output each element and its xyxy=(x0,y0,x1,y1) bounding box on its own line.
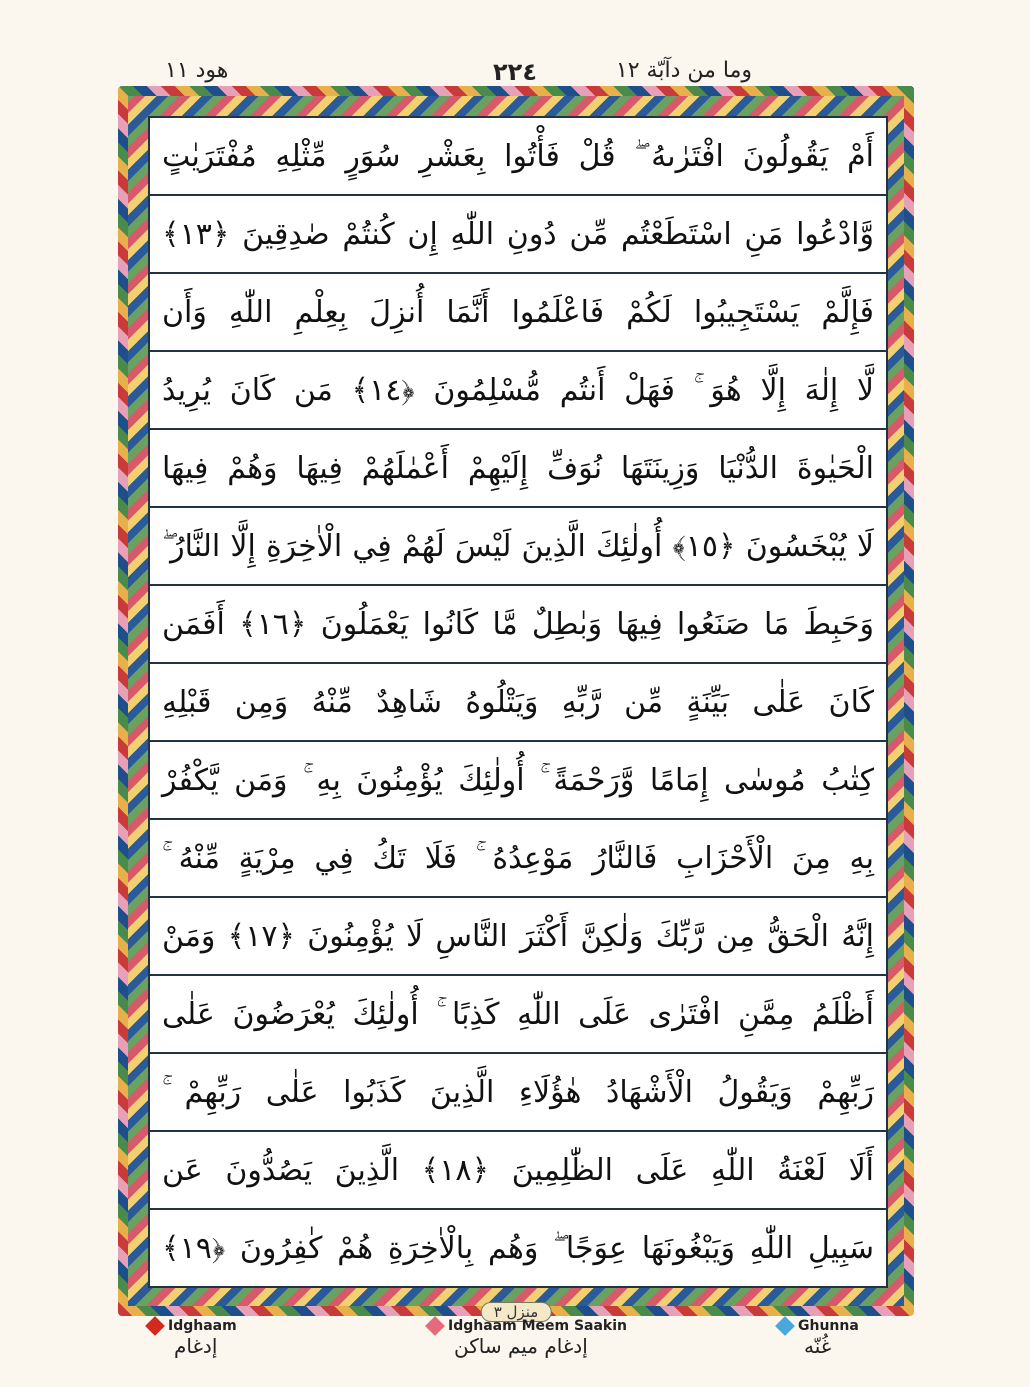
text-line: كَانَ عَلٰى بَيِّنَةٍ مِّن رَّبِّهِ وَيَتْلُوهُ شَاهِدٌ مِّنْهُ وَمِن قَبْلِهِ xyxy=(150,664,886,742)
text-line: وَحَبِطَ مَا صَنَعُوا فِيهَا وَبٰطِلٌ مَّا كَانُوا يَعْمَلُونَ ﴿١٦﴾ أَفَمَن xyxy=(150,586,886,664)
text-line: أَمْ يَقُولُونَ افْتَرٰىهُ ۖ قُلْ فَأْتُوا بِعَشْرِ سُوَرٍ مِّثْلِهِ مُفْتَرَيٰتٍ xyxy=(150,118,886,196)
text-line: فَإِلَّمْ يَسْتَجِيبُوا لَكُمْ فَاعْلَمُوا أَنَّمَا أُنزِلَ بِعِلْمِ اللّٰهِ وَأَن xyxy=(150,274,886,352)
juz-title: وما من دآبّة ١٢ xyxy=(615,58,752,83)
verse-text-area xyxy=(148,116,888,1288)
page-number: ٢٢٤ xyxy=(493,58,537,86)
text-line: لَا يُبْخَسُونَ ﴿١٥﴾ أُولٰئِكَ الَّذِينَ لَيْسَ لَهُمْ فِي الْاٰخِرَةِ إِلَّا النَّارُ ۖ xyxy=(150,508,886,586)
legend-idghaam-meem-saakin: Idghaam Meem Saakin إدغام ميم ساكن xyxy=(428,1318,627,1358)
text-line: الْحَيٰوةَ الدُّنْيَا وَزِينَتَهَا نُوَفِّ إِلَيْهِمْ أَعْمٰلَهُمْ فِيهَا وَهُمْ فِيهَا xyxy=(150,430,886,508)
ornamental-border xyxy=(118,86,914,1321)
text-line: أَظْلَمُ مِمَّنِ افْتَرٰى عَلَى اللّٰهِ كَذِبًا ۚ أُولٰئِكَ يُعْرَضُونَ عَلٰى xyxy=(150,976,886,1054)
text-line: سَبِيلِ اللّٰهِ وَيَبْغُونَهَا عِوَجًا ۖ وَهُم بِالْاٰخِرَةِ هُمْ كٰفِرُونَ ﴿١٩﴾ xyxy=(162,1230,874,1266)
diamond-icon xyxy=(425,1316,445,1336)
text-line: أَلَا لَعْنَةُ اللّٰهِ عَلَى الظّٰلِمِينَ ﴿١٨﴾ الَّذِينَ يَصُدُّونَ عَن xyxy=(150,1132,886,1210)
manzil-label: منزل ٣ xyxy=(481,1302,552,1322)
diamond-icon xyxy=(145,1316,165,1336)
text-line: لَّا إِلٰهَ إِلَّا هُوَ ۚ فَهَلْ أَنتُم مُّسْلِمُونَ ﴿١٤﴾ مَن كَانَ يُرِيدُ xyxy=(150,352,886,430)
text-line: كِتٰبُ مُوسٰى إِمَامًا وَّرَحْمَةً ۚ أُولٰئِكَ يُؤْمِنُونَ بِهِ ۚ وَمَن يَّكْفُرْ xyxy=(150,742,886,820)
text-line: بِهِ مِنَ الْأَحْزَابِ فَالنَّارُ مَوْعِدُهُ ۚ فَلَا تَكُ فِي مِرْيَةٍ مِّنْهُ ۚ xyxy=(150,820,886,898)
text-line: وَّادْعُوا مَنِ اسْتَطَعْتُم مِّن دُونِ اللّٰهِ إِن كُنتُمْ صٰدِقِينَ ﴿١٣﴾ xyxy=(150,196,886,274)
surah-title: هود ١١ xyxy=(165,58,229,83)
legend-idghaam: Idghaam إدغام xyxy=(148,1318,237,1358)
text-line: رَبِّهِمْ وَيَقُولُ الْأَشْهَادُ هٰؤُلَاءِ الَّذِينَ كَذَبُوا عَلٰى رَبِّهِمْ ۚ xyxy=(150,1054,886,1132)
diamond-icon xyxy=(775,1316,795,1336)
legend-ghunna: Ghunna غُنّه xyxy=(778,1318,859,1358)
text-line: إِنَّهُ الْحَقُّ مِن رَّبِّكَ وَلٰكِنَّ أَكْثَرَ النَّاسِ لَا يُؤْمِنُونَ ﴿١٧﴾ وَمَنْ xyxy=(150,898,886,976)
